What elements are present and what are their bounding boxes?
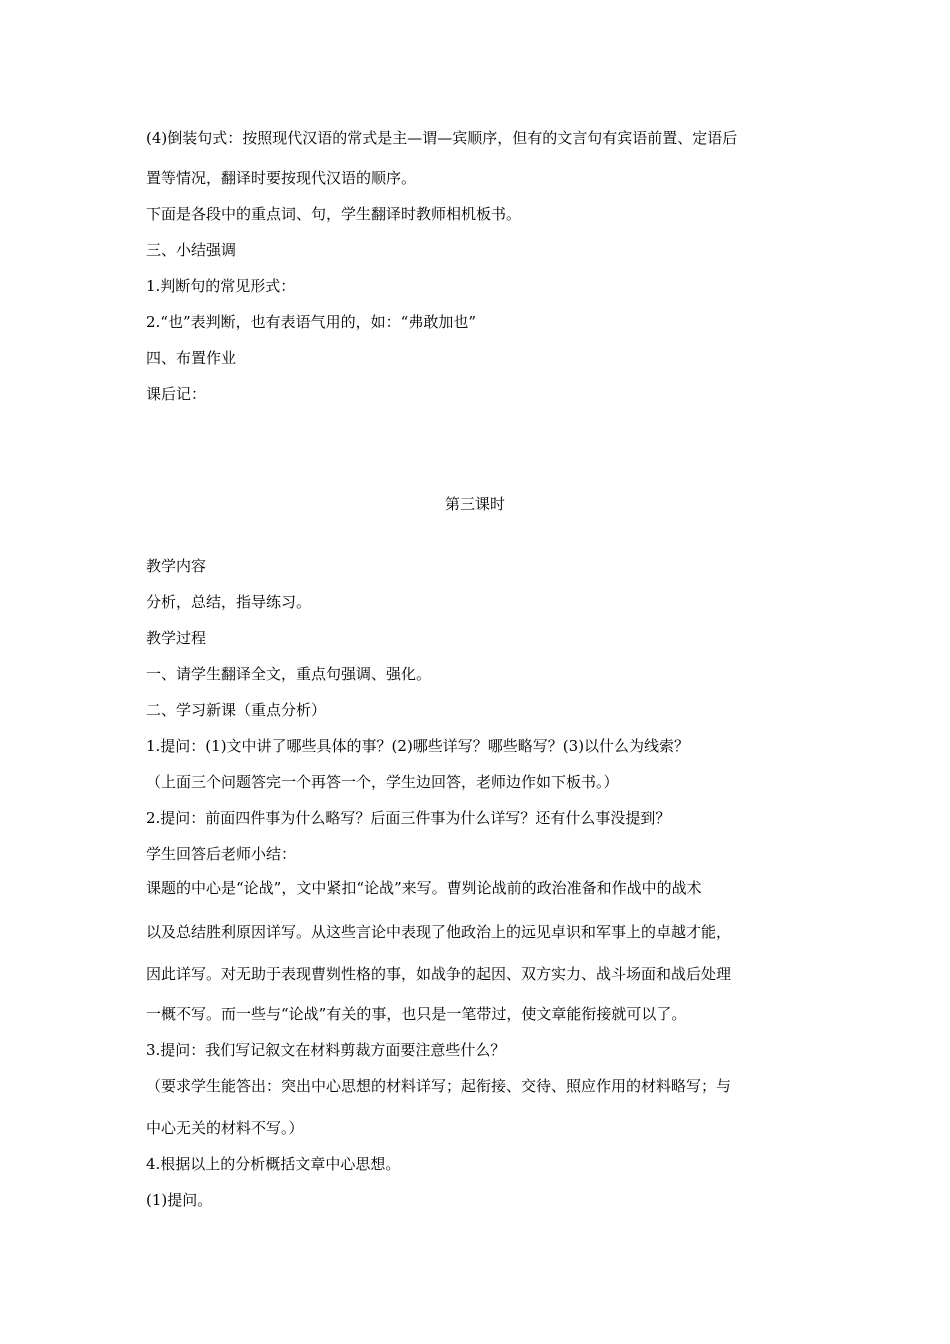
text-line-8: 课后记： — [146, 385, 207, 403]
text-line-20: 以及总结胜利原因详写。从这些言论中表现了他政治上的远见卓识和军事上的卓越才能， — [146, 923, 732, 941]
text-line-3: 下面是各段中的重点词、句，学生翻译时教师相机板书。 — [146, 205, 522, 223]
text-line-12: 教学过程 — [146, 629, 207, 647]
text-line-25: 中心无关的材料不写。） — [146, 1119, 304, 1137]
text-line-24: （要求学生能答出：突出中心思想的材料详写；起衔接、交待、照应作用的材料略写；与 — [146, 1077, 732, 1095]
text-line-27: (1)提问。 — [146, 1191, 213, 1209]
text-line-10: 教学内容 — [146, 557, 207, 575]
lesson-title: 第三课时 — [444, 495, 505, 513]
text-line-21: 因此详写。对无助于表现曹刿性格的事，如战争的起因、双方实力、战斗场面和战后处理 — [146, 965, 732, 983]
text-line-17: 2.提问：前面四件事为什么略写？后面三件事为什么详写？还有什么事没提到？ — [146, 809, 671, 827]
text-line-2: 置等情况，翻译时要按现代汉语的顺序。 — [146, 169, 417, 187]
text-line-1: (4)倒装句式：按照现代汉语的常式是主—谓—宾顺序，但有的文言句有宾语前置、定语后 — [146, 129, 738, 147]
section-heading-homework: 四、布置作业 — [146, 349, 237, 367]
text-line-26: 4.根据以上的分析概括文章中心思想。 — [146, 1155, 401, 1173]
text-line-6: 2.“也”表判断，也有表语气用的，如：“弗敢加也” — [146, 313, 476, 331]
text-line-5: 1.判断句的常见形式： — [146, 277, 296, 295]
section-heading-summary: 三、小结强调 — [146, 241, 237, 259]
text-line-15: 1.提问：(1)文中讲了哪些具体的事？(2)哪些详写？哪些略写？(3)以什么为线索？ — [146, 737, 690, 755]
text-line-19: 课题的中心是“论战”，文中紧扣“论战”来写。曹刿论战前的政治准备和作战中的战术 — [146, 879, 702, 897]
text-line-13: 一、请学生翻译全文，重点句强调、强化。 — [146, 665, 432, 683]
text-line-18: 学生回答后老师小结： — [146, 845, 297, 863]
text-line-11: 分析，总结，指导练习。 — [146, 593, 312, 611]
text-line-16: （上面三个问题答完一个再答一个，学生边回答，老师边作如下板书。） — [146, 773, 619, 791]
text-line-22: 一概不写。而一些与“论战”有关的事，也只是一笔带过，使文章能衔接就可以了。 — [146, 1005, 687, 1023]
text-line-23: 3.提问：我们写记叙文在材料剪裁方面要注意些什么？ — [146, 1041, 506, 1059]
text-line-14: 二、学习新课（重点分析） — [146, 701, 327, 719]
